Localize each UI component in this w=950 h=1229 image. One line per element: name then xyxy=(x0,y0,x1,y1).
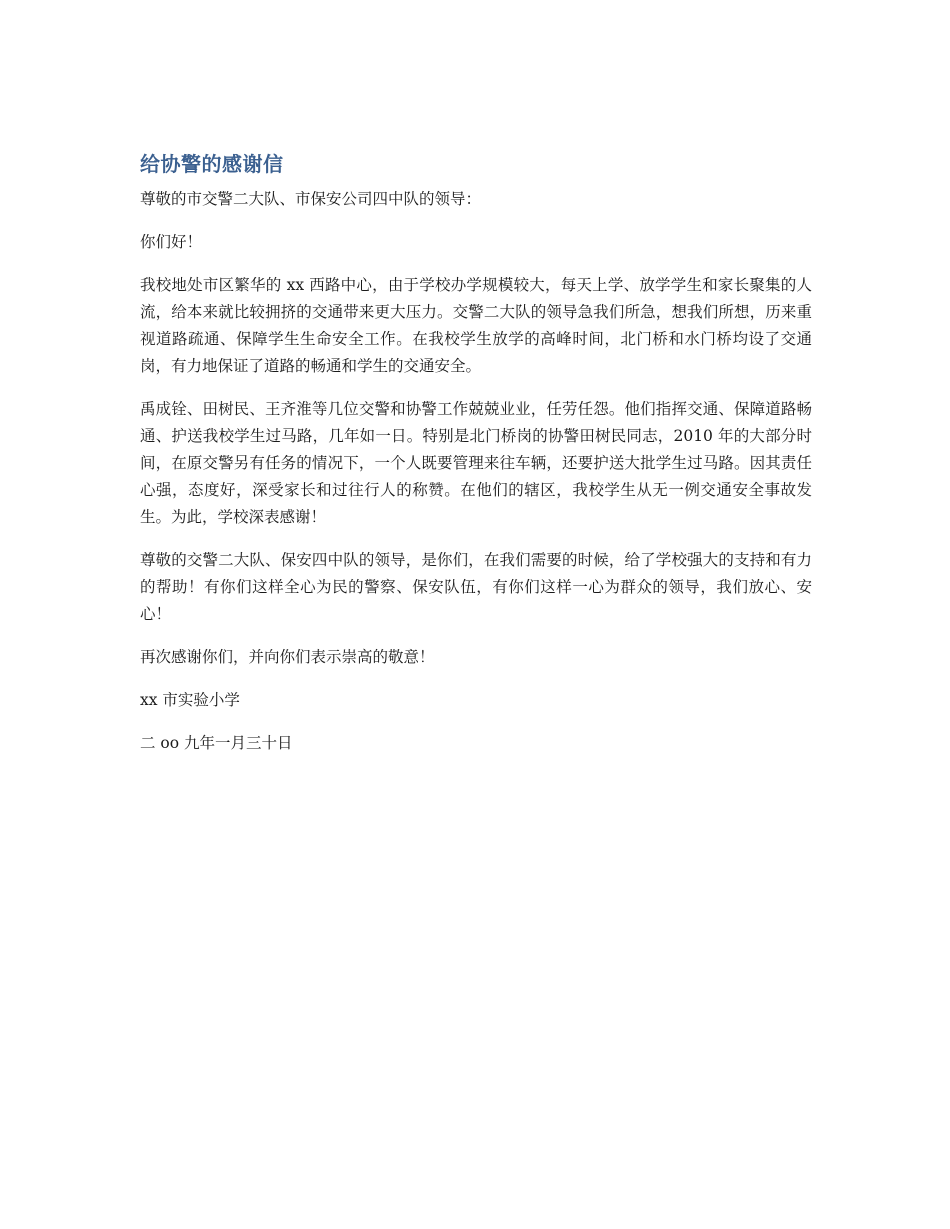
body-paragraph-1: 我校地处市区繁华的 xx 西路中心，由于学校办学规模较大，每天上学、放学学生和家长聚集的人流，给本来就比较拥挤的交通带来更大压力。交警二大队的领导急我们所急，想我们所想，历来重视道路疏通、保障学生生命安全工作。在我校学生放学的高峰时间，北门桥和水门桥均设了交通岗，有力地保证了道路的畅通和学生的交通安全。 xyxy=(140,276,812,375)
letter-greeting: 你们好！ xyxy=(140,233,203,251)
letter-closing: 再次感谢你们，并向你们表示崇高的敬意！ xyxy=(140,648,435,666)
letter-page xyxy=(140,148,812,773)
body-paragraph-2: 禹成铨、田树民、王齐淮等几位交警和协警工作兢兢业业，任劳任怨。他们指挥交通、保障道路畅通、护送我校学生过马路，几年如一日。特别是北门桥岗的协警田树民同志，2010 年的大部分时间，在原交警另有任务的情况下，一个人既要管理来往车辆，还要护送大批学生过马路。因其责任心强，态度好，深受家长和过往行人的称赞。在他们的辖区，我校学生从无一例交通安全事故发生。为此，学校深表感谢！ xyxy=(140,400,812,526)
letter-signature: xx 市实验小学 xyxy=(140,691,240,709)
body-paragraph-3: 尊敬的交警二大队、保安四中队的领导，是你们，在我们需要的时候，给了学校强大的支持和有力的帮助！有你们这样全心为民的警察、保安队伍，有你们这样一心为群众的领导，我们放心、安心！ xyxy=(140,551,812,623)
letter-title: 给协警的感谢信 xyxy=(140,152,284,176)
letter-salutation: 尊敬的市交警二大队、市保安公司四中队的领导： xyxy=(140,190,482,208)
letter-date: 二 oo 九年一月三十日 xyxy=(140,734,293,752)
